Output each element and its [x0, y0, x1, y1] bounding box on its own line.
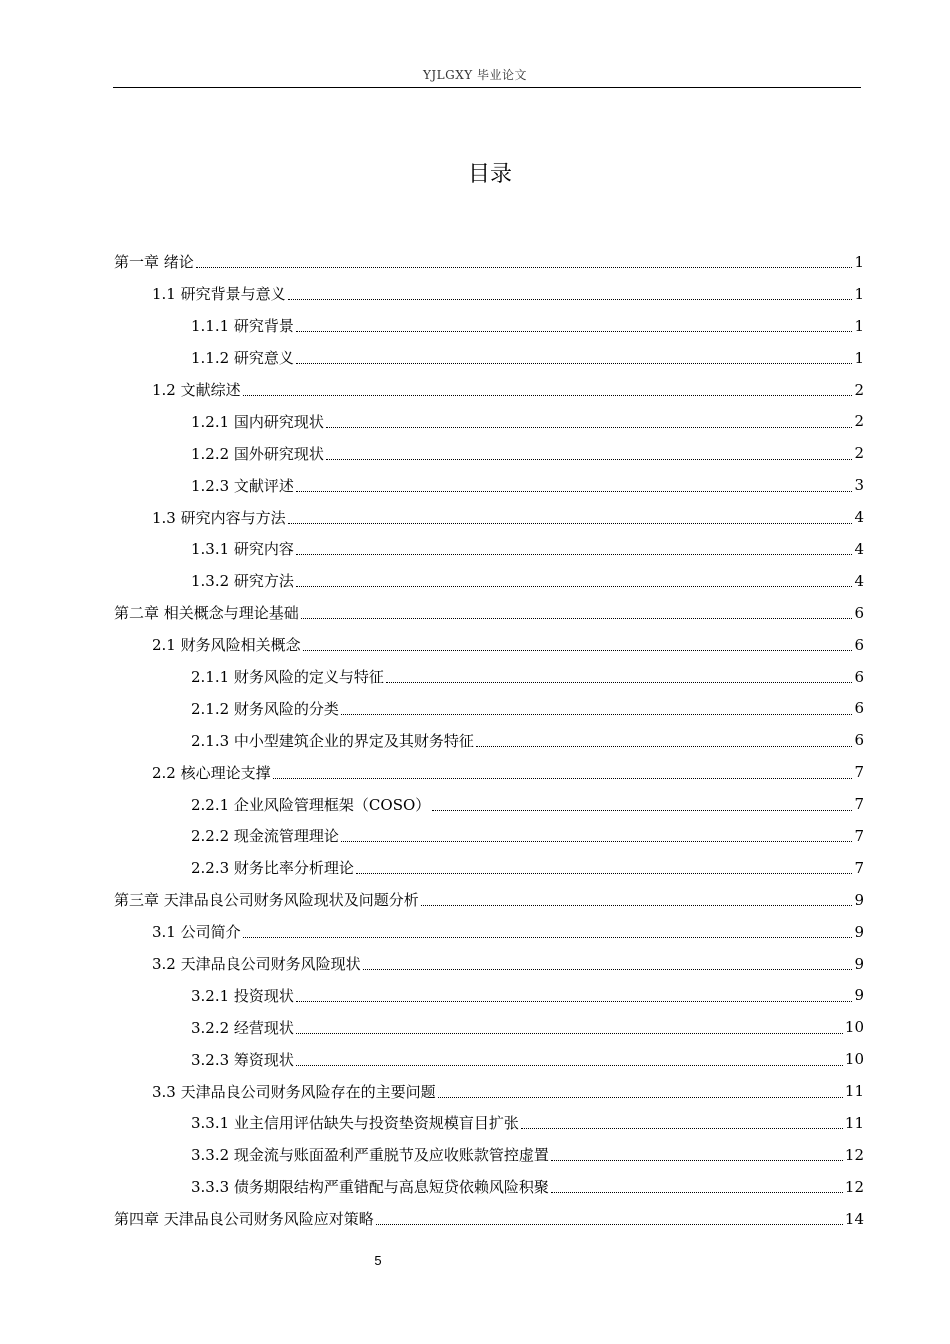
toc-dot-leader: [196, 267, 853, 268]
toc-entry-page: 9: [854, 986, 864, 1005]
toc-entry[interactable]: [114, 884, 864, 916]
toc-entry[interactable]: [114, 1011, 864, 1043]
toc-entry-page: 3: [854, 476, 864, 495]
toc-entry[interactable]: [114, 756, 864, 788]
toc-dot-leader: [326, 427, 853, 428]
toc-entry-label: 2.2.3 财务比率分析理论: [191, 859, 354, 878]
toc-dot-leader: [273, 778, 853, 779]
toc-dot-leader: [341, 841, 853, 842]
page-header: YJLGXY 毕业论文: [422, 68, 528, 82]
table-of-contents: [114, 246, 864, 1235]
toc-entry[interactable]: [114, 979, 864, 1011]
toc-entry-label: 3.2.1 投资现状: [191, 986, 294, 1005]
toc-entry-label: 第三章 天津品良公司财务风险现状及问题分析: [114, 891, 419, 910]
toc-entry-label: 1.3.2 研究方法: [191, 572, 294, 591]
toc-entry[interactable]: [114, 1075, 864, 1107]
toc-entry-label: 1.2.1 国内研究现状: [191, 412, 324, 431]
toc-entry-page: 7: [854, 795, 864, 814]
toc-entry[interactable]: [114, 501, 864, 533]
toc-entry-label: 1.3.1 研究内容: [191, 540, 294, 559]
toc-entry-page: 1: [854, 316, 864, 335]
toc-entry-page: 9: [854, 890, 864, 909]
toc-dot-leader: [288, 523, 853, 524]
toc-entry[interactable]: [114, 1139, 864, 1171]
toc-dot-leader: [296, 1001, 853, 1002]
toc-dot-leader: [296, 1065, 843, 1066]
toc-entry[interactable]: [114, 1107, 864, 1139]
toc-dot-leader: [421, 905, 853, 906]
toc-dot-leader: [303, 650, 853, 651]
toc-entry-page: 10: [844, 1018, 864, 1037]
toc-dot-leader: [296, 363, 853, 364]
toc-entry-page: 9: [854, 954, 864, 973]
toc-entry-page: 11: [844, 1113, 864, 1132]
toc-entry-label: 第二章 相关概念与理论基础: [114, 604, 299, 623]
toc-entry-page: 2: [854, 444, 864, 463]
toc-entry[interactable]: [114, 342, 864, 374]
toc-dot-leader: [438, 1097, 843, 1098]
toc-entry-page: 2: [854, 412, 864, 431]
toc-dot-leader: [376, 1224, 843, 1225]
toc-dot-leader: [288, 299, 853, 300]
toc-entry[interactable]: [114, 661, 864, 693]
toc-dot-leader: [551, 1192, 843, 1193]
toc-dot-leader: [243, 937, 853, 938]
toc-title: 目录: [467, 162, 512, 187]
toc-entry-page: 12: [844, 1145, 864, 1164]
toc-entry-page: 6: [854, 699, 864, 718]
header-rule: [113, 87, 861, 88]
toc-dot-leader: [341, 714, 853, 715]
toc-dot-leader: [243, 395, 853, 396]
toc-entry[interactable]: [114, 246, 864, 278]
toc-entry[interactable]: [114, 948, 864, 980]
toc-dot-leader: [432, 810, 852, 811]
toc-dot-leader: [521, 1128, 843, 1129]
toc-entry[interactable]: [114, 310, 864, 342]
toc-entry-page: 7: [854, 826, 864, 845]
toc-entry[interactable]: [114, 1203, 864, 1235]
toc-entry[interactable]: [114, 405, 864, 437]
toc-dot-leader: [551, 1160, 843, 1161]
toc-entry[interactable]: [114, 597, 864, 629]
toc-entry[interactable]: [114, 469, 864, 501]
toc-entry[interactable]: [114, 692, 864, 724]
toc-dot-leader: [296, 586, 853, 587]
toc-entry-page: 1: [854, 284, 864, 303]
toc-entry[interactable]: [114, 533, 864, 565]
toc-entry-label: 2.1.1 财务风险的定义与特征: [191, 668, 384, 687]
toc-entry-label: 第一章 绪论: [114, 253, 194, 272]
toc-entry-label: 2.1 财务风险相关概念: [152, 636, 301, 655]
toc-entry[interactable]: [114, 852, 864, 884]
toc-entry[interactable]: [114, 1171, 864, 1203]
toc-entry-page: 6: [854, 603, 864, 622]
toc-dot-leader: [326, 459, 853, 460]
toc-entry-label: 3.3 天津品良公司财务风险存在的主要问题: [152, 1082, 436, 1101]
toc-entry-page: 12: [844, 1177, 864, 1196]
toc-entry-page: 14: [844, 1209, 864, 1228]
toc-dot-leader: [296, 1033, 843, 1034]
toc-entry-label: 3.3.1 业主信用评估缺失与投资垫资规模盲目扩张: [191, 1114, 519, 1133]
toc-entry-label: 2.1.2 财务风险的分类: [191, 699, 339, 718]
toc-entry-label: 3.2.2 经营现状: [191, 1018, 294, 1037]
toc-entry[interactable]: [114, 788, 864, 820]
toc-entry-page: 6: [854, 731, 864, 750]
page-number: 5: [374, 1253, 382, 1268]
toc-dot-leader: [301, 618, 853, 619]
toc-entry-label: 3.2 天津品良公司财务风险现状: [152, 955, 361, 974]
toc-entry-label: 3.3.2 现金流与账面盈利严重脱节及应收账款管控虚置: [191, 1146, 549, 1165]
toc-entry[interactable]: [114, 278, 864, 310]
toc-entry-label: 1.2 文献综述: [152, 381, 241, 399]
toc-entry[interactable]: [114, 820, 864, 852]
toc-entry-page: 9: [854, 922, 864, 941]
toc-entry-label: 1.1 研究背景与意义: [152, 285, 286, 304]
toc-dot-leader: [296, 554, 853, 555]
toc-entry-label: 1.2.2 国外研究现状: [191, 444, 324, 463]
toc-entry-label: 2.2.2 现金流管理理论: [191, 827, 339, 846]
toc-dot-leader: [296, 491, 853, 492]
toc-entry-page: 11: [844, 1082, 864, 1101]
toc-entry-page: 1: [854, 252, 864, 271]
toc-entry[interactable]: [114, 1043, 864, 1075]
toc-entry[interactable]: [114, 437, 864, 469]
toc-dot-leader: [356, 873, 853, 874]
toc-entry-label: 1.1.1 研究背景: [191, 317, 294, 336]
toc-entry-label: 3.1 公司简介: [152, 923, 241, 942]
toc-entry-page: 7: [854, 763, 864, 782]
toc-dot-leader: [476, 746, 853, 747]
toc-entry-label: 1.2.3 文献评述: [191, 476, 294, 495]
toc-entry-label: 2.1.3 中小型建筑企业的界定及其财务特征: [191, 731, 474, 750]
toc-entry[interactable]: [114, 374, 864, 406]
toc-entry-page: 2: [854, 380, 864, 399]
toc-entry[interactable]: [114, 629, 864, 661]
toc-entry-page: 7: [854, 858, 864, 877]
toc-entry-page: 4: [854, 539, 864, 558]
toc-entry-label: 1.1.2 研究意义: [191, 349, 294, 368]
toc-entry-page: 6: [854, 635, 864, 654]
toc-dot-leader: [296, 331, 853, 332]
toc-entry-label: 1.3 研究内容与方法: [152, 508, 286, 527]
toc-entry-page: 1: [854, 348, 864, 367]
toc-entry-page: 10: [844, 1050, 864, 1069]
toc-entry[interactable]: [114, 916, 864, 948]
toc-entry[interactable]: [114, 565, 864, 597]
toc-entry-label: 第四章 天津品良公司财务风险应对策略: [114, 1210, 374, 1229]
toc-entry-label: 3.2.3 筹资现状: [191, 1050, 294, 1069]
toc-entry-label: 2.2.1 企业风险管理框架（COSO）: [191, 795, 431, 814]
toc-entry-page: 4: [854, 571, 864, 590]
toc-entry-page: 4: [854, 508, 864, 527]
toc-entry-label: 2.2 核心理论支撑: [152, 763, 271, 782]
toc-dot-leader: [363, 969, 853, 970]
toc-dot-leader: [386, 682, 853, 683]
toc-entry-label: 3.3.3 债务期限结构严重错配与高息短贷依赖风险积聚: [191, 1178, 549, 1197]
toc-entry[interactable]: [114, 724, 864, 756]
toc-entry-page: 6: [854, 667, 864, 686]
